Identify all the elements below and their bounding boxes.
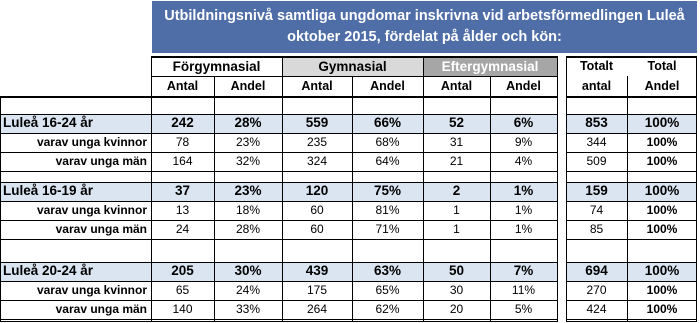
table-cell: 164 <box>172 154 193 168</box>
table-cell: 68% <box>375 135 400 149</box>
table-cell: 120 <box>282 182 352 201</box>
rule <box>0 96 1 322</box>
rule <box>0 319 557 320</box>
row-label: varav unga kvinnor <box>36 135 147 149</box>
total-share-cell: 100% <box>646 283 678 297</box>
rule <box>566 281 697 282</box>
table-cell: 264 <box>306 302 328 316</box>
rule <box>627 76 628 322</box>
row-label: varav unga män <box>55 302 147 316</box>
rule <box>566 262 697 263</box>
table-cell: 21 <box>449 154 464 168</box>
table-cell: 23% <box>235 135 261 149</box>
table-cell: 9% <box>514 135 533 149</box>
total-count-cell: 85 <box>589 222 604 236</box>
rule <box>566 319 697 320</box>
antal-header: Antal <box>301 79 333 93</box>
table-cell: 13 <box>175 203 190 217</box>
table-cell: 50 <box>423 262 490 281</box>
rule <box>566 220 697 221</box>
rule <box>0 300 557 301</box>
table-cell: 32% <box>235 154 261 168</box>
rule <box>151 76 557 77</box>
table-cell: 20 <box>449 302 464 316</box>
rule <box>0 281 557 282</box>
table-cell: 30 <box>449 283 464 297</box>
table-cell: 37 <box>151 182 214 201</box>
rule <box>0 96 557 98</box>
rule <box>566 133 697 134</box>
rule <box>566 114 697 115</box>
table-cell: 65% <box>375 283 400 297</box>
table-cell: 28% <box>235 222 261 236</box>
rule <box>566 171 697 172</box>
total-share-cell: 100% <box>646 222 678 236</box>
total-count-cell: 74 <box>589 203 604 217</box>
total-count-cell: 270 <box>586 283 607 297</box>
table-cell: 559 <box>282 114 352 133</box>
total-count-cell: 694 <box>566 262 627 281</box>
total-count-cell: 509 <box>586 154 607 168</box>
table-cell: 66% <box>352 114 423 133</box>
total-count-cell: 159 <box>566 182 627 201</box>
rule <box>0 201 557 202</box>
table-cell: 6% <box>490 114 557 133</box>
table-cell: 175 <box>306 283 328 297</box>
rule <box>566 56 567 322</box>
table-cell: 1 <box>453 222 460 236</box>
table-cell: 4% <box>514 154 533 168</box>
table-cell: 65 <box>175 283 190 297</box>
table-cell: 30% <box>214 262 282 281</box>
rule <box>566 201 697 202</box>
rule <box>282 56 283 322</box>
category-header-1: Gymnasial <box>282 57 423 76</box>
table-cell: 1% <box>514 222 533 236</box>
rule <box>0 220 557 221</box>
total-count-cell: 344 <box>586 135 607 149</box>
total-share-cell: 100% <box>646 203 678 217</box>
table-cell: 24% <box>235 283 261 297</box>
row-label: varav unga kvinnor <box>36 283 147 297</box>
rule <box>0 239 557 240</box>
table-cell: 28% <box>214 114 282 133</box>
rule <box>566 321 697 322</box>
row-label: varav unga män <box>55 154 147 168</box>
rule <box>566 239 697 240</box>
title-line-2: oktober 2015, fördelat på ålder och kön: <box>287 29 562 45</box>
title-line-1: Utbildningsnivå samtliga ungdomar inskrivna vid arbetsförmedlingen Luleå <box>164 8 685 24</box>
table-cell: 71% <box>375 222 400 236</box>
rule <box>0 114 557 115</box>
row-label: varav unga män <box>55 222 147 236</box>
total-andel-header-2: Andel <box>644 79 680 93</box>
rule <box>0 152 557 153</box>
table-cell: 33% <box>235 302 261 316</box>
rule <box>151 56 557 58</box>
table-cell: 31 <box>449 135 464 149</box>
rule <box>696 56 697 322</box>
table-cell: 7% <box>490 262 557 281</box>
table-cell: 75% <box>352 182 423 201</box>
table-cell: 62% <box>375 302 400 316</box>
totalt-antal-header-2: antal <box>581 79 612 93</box>
total-share-cell: 100% <box>646 135 678 149</box>
row-label: varav unga kvinnor <box>36 203 147 217</box>
table-title <box>152 1 697 53</box>
table-cell: 60 <box>310 203 324 217</box>
rule <box>566 182 697 183</box>
row-label: Luleå 20-24 år <box>0 262 151 281</box>
table-cell: 52 <box>423 114 490 133</box>
rule <box>490 76 491 322</box>
table-cell: 439 <box>282 262 352 281</box>
table-cell: 5% <box>514 302 533 316</box>
table-cell: 81% <box>375 203 400 217</box>
table-cell: 242 <box>151 114 214 133</box>
total-share-cell: 100% <box>646 302 678 316</box>
rule <box>0 171 557 172</box>
table-cell: 205 <box>151 262 214 281</box>
total-share-cell: 100% <box>627 114 697 133</box>
total-count-cell: 424 <box>586 302 607 316</box>
andel-header: Andel <box>506 79 541 93</box>
total-andel-header-1: Total <box>647 59 677 73</box>
table-cell: 2 <box>423 182 490 201</box>
table-cell: 11% <box>511 283 536 297</box>
rule <box>566 96 697 98</box>
table-cell: 1 <box>453 203 460 217</box>
rule <box>0 321 557 322</box>
andel-header: Andel <box>230 79 266 93</box>
total-share-cell: 100% <box>646 154 678 168</box>
rule <box>0 182 557 183</box>
rule <box>566 300 697 301</box>
antal-header: Antal <box>166 79 199 93</box>
totalt-antal-header-1: Totalt <box>579 59 614 73</box>
rule <box>151 56 152 322</box>
rule <box>0 262 557 263</box>
table-cell: 235 <box>306 135 328 149</box>
rule <box>0 133 557 134</box>
table-cell: 24 <box>175 222 190 236</box>
category-header-0: Förgymnasial <box>151 57 282 76</box>
row-label: Luleå 16-19 år <box>0 182 151 201</box>
table-cell: 63% <box>352 262 423 281</box>
total-share-cell: 100% <box>627 182 697 201</box>
category-header-2: Eftergymnasial <box>423 57 557 76</box>
table-cell: 60 <box>310 222 324 236</box>
table-cell: 1% <box>514 203 533 217</box>
table-cell: 324 <box>306 154 328 168</box>
rule <box>423 56 424 322</box>
rule <box>566 152 697 153</box>
antal-header: Antal <box>440 79 473 93</box>
rule <box>352 76 353 322</box>
rule <box>214 76 215 322</box>
table-cell: 18% <box>235 203 261 217</box>
row-label: Luleå 16-24 år <box>0 114 151 133</box>
table-cell: 64% <box>375 154 400 168</box>
rule <box>557 56 558 322</box>
rule <box>566 56 697 58</box>
total-share-cell: 100% <box>627 262 697 281</box>
total-count-cell: 853 <box>566 114 627 133</box>
table-cell: 140 <box>172 302 193 316</box>
table-cell: 1% <box>490 182 557 201</box>
andel-header: Andel <box>370 79 405 93</box>
table-cell: 78 <box>175 135 190 149</box>
table-cell: 23% <box>214 182 282 201</box>
